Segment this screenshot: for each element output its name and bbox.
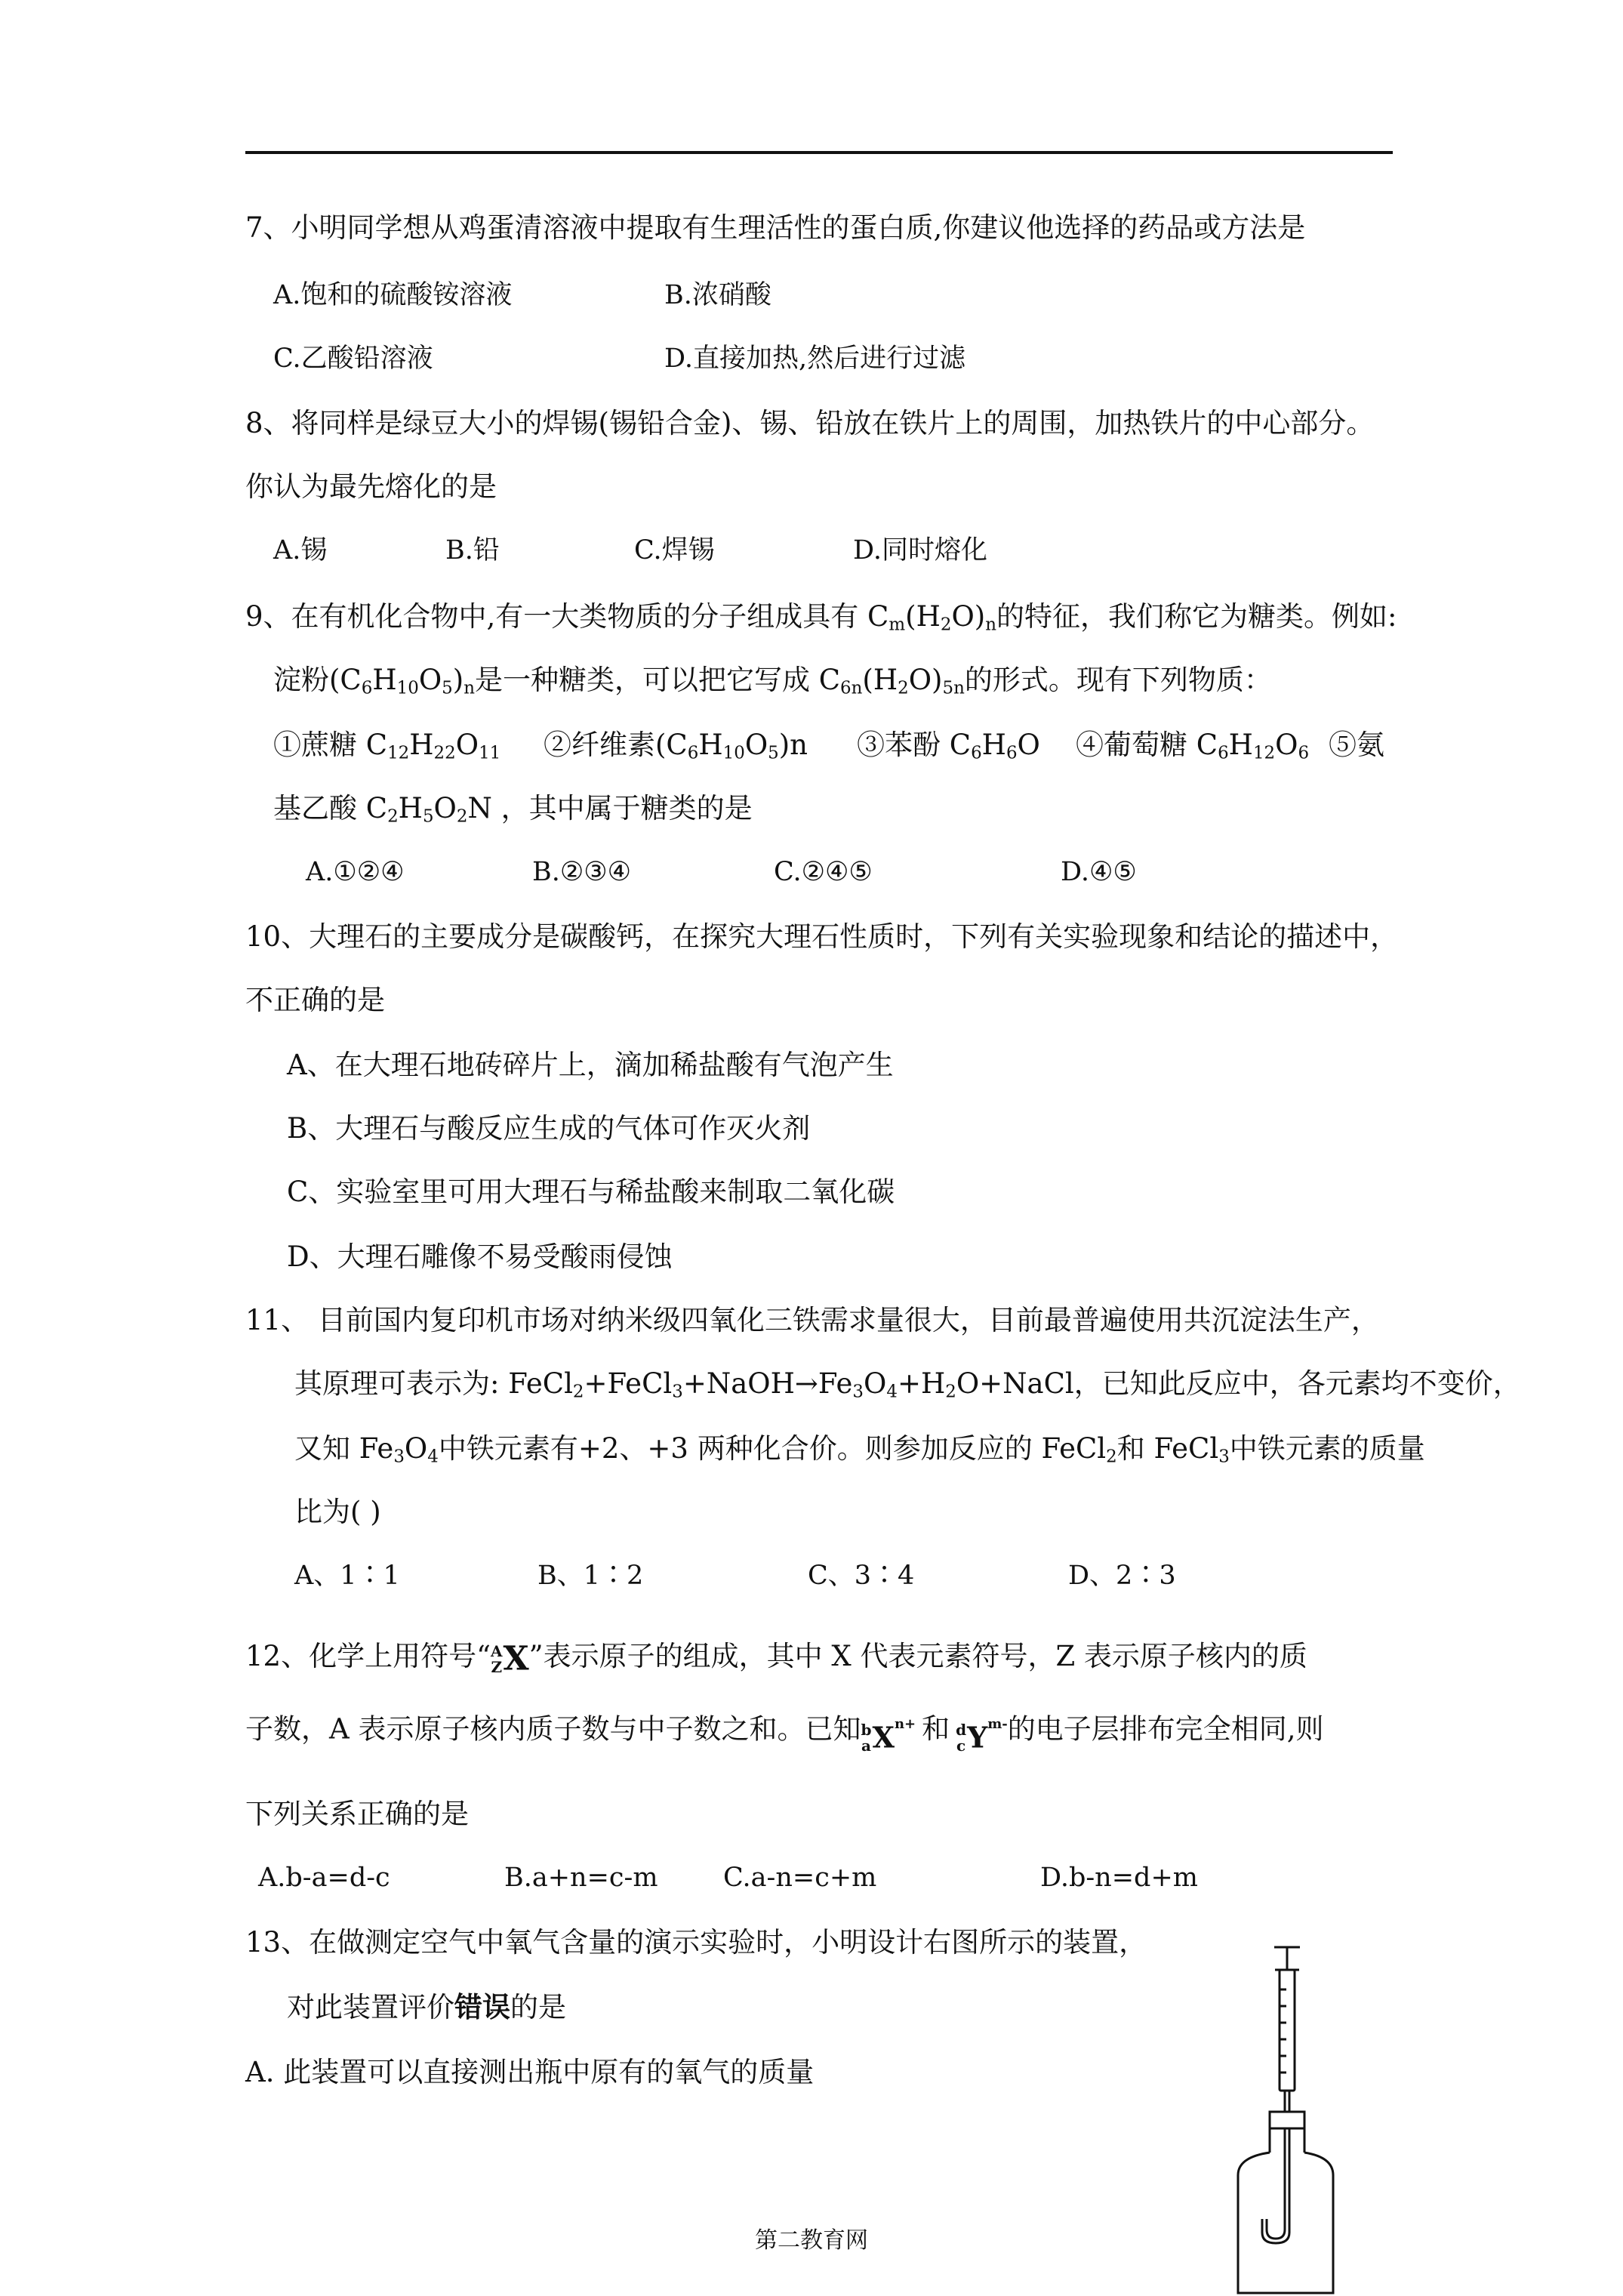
q7-option-c: C.乙酸铅溶液 xyxy=(273,344,433,374)
q11-option-a: A、1∶1 xyxy=(294,1561,400,1591)
q7-option-b: B.浓硝酸 xyxy=(664,280,771,310)
footer-site-name: 第二教育网 xyxy=(755,2227,868,2254)
q9-stem-line4: 基乙酸 $C_2H_5O_2N$ ，其中属于糖类的是 xyxy=(273,792,753,827)
q11-stem-line4: 比为( ) xyxy=(294,1496,381,1528)
q10-stem-line2: 不正确的是 xyxy=(245,984,385,1016)
q10-stem-line1: 10、大理石的主要成分是碳酸钙，在探究大理石性质时，下列有关实验现象和结论的描述中， xyxy=(245,920,1399,953)
q7-option-a: A.饱和的硫酸铵溶液 xyxy=(273,280,513,310)
q9-stem-line1: 9、在有机化合物中,有一大类物质的分子组成具有 $C_m(H_2O)_n$的特征，我们称它为糖类。例如: xyxy=(245,600,1397,635)
q13-stem-line2: 对此装置评价错误的是 xyxy=(287,1990,566,2023)
q9-option-c: C.②④⑤ xyxy=(774,857,873,887)
q11-stem-line1: 11、 目前国内复印机市场对纳米级四氧化三铁需求量很大，目前最普遍使用共沉淀法生产， xyxy=(245,1304,1379,1336)
q10-option-d: D、大理石雕像不易受酸雨侵蚀 xyxy=(287,1240,673,1273)
q11-option-c: C、3∶4 xyxy=(808,1561,915,1591)
q8-stem-line2: 你认为最先熔化的是 xyxy=(245,470,497,503)
q8-stem-line1: 8、将同样是绿豆大小的焊锡(锡铅合金)、锡、铅放在铁片上的周围，加热铁片的中心部分。 xyxy=(245,407,1375,439)
q12-option-c: C.a-n=c+m xyxy=(723,1863,877,1893)
q9-item-glycine-start: ⑤氨 xyxy=(1329,729,1384,761)
q13-stem-line1: 13、在做测定空气中氧气含量的演示实验时，小明设计右图所示的装置， xyxy=(245,1926,1147,1959)
q9-option-d: D.④⑤ xyxy=(1061,857,1137,887)
q13-option-a: A. 此装置可以直接测出瓶中原有的氧气的质量 xyxy=(245,2056,815,2088)
q12-option-d: D.b-n=d+m xyxy=(1040,1863,1198,1893)
q11-option-b: B、1∶2 xyxy=(537,1561,644,1591)
nuclide-symbol-azx: A ZX xyxy=(491,1639,529,1678)
q11-stem-line3: 又知 $Fe_3O_4$中铁元素有+2、+3 两种化合价。则参加反应的 FeCl$_2$和 FeCl$_3$中铁元素的质量 xyxy=(294,1432,1425,1467)
header-rule xyxy=(245,151,1393,154)
q12-option-b: B.a+n=c-m xyxy=(504,1863,658,1893)
q7-option-d: D.直接加热,然后进行过滤 xyxy=(664,344,966,374)
q9-stem-line2: 淀粉$(C_6H_{10}O_5)_n$是一种糖类，可以把它写成 $C_{6n}(H_2O)_{5n}$的形式。现有下列物质： xyxy=(273,664,1272,698)
syringe-bottle-apparatus xyxy=(1221,1937,1335,2296)
q9-option-a: A.①②④ xyxy=(306,857,405,887)
q8-option-b: B.铅 xyxy=(445,535,500,566)
q12-stem-line2: 子数，A 表示原子核内质子数与中子数之和。已知b $aX^{n+}$ 和 d $cY^{m-}$的电子层排布完全相同,则 xyxy=(245,1702,1324,1747)
q7-stem: 7、小明同学想从鸡蛋清溶液中提取有生理活性的蛋白质,你建议他选择的药品或方法是 xyxy=(245,211,1306,244)
q9-item-glucose: ④葡萄糖 $C_6H_{12}O_6$ xyxy=(1076,729,1310,763)
q10-option-b: B、大理石与酸反应生成的气体可作灭火剂 xyxy=(287,1112,811,1145)
q8-option-d: D.同时熔化 xyxy=(853,535,987,566)
q12-option-a: A.b-a=d-c xyxy=(258,1863,390,1893)
ion-symbol-y: d $cY^{m-}$ xyxy=(956,1716,1008,1755)
q12-stem-line1: 12、化学上用符号“A ZX”表示原子的组成，其中 X 代表元素符号，Z 表示原子核内的质 xyxy=(245,1634,1307,1679)
q11-option-d: D、2∶3 xyxy=(1068,1561,1176,1591)
emphasis-wrong: 错误 xyxy=(454,1990,510,2023)
q9-item-cellulose: ②纤维素$(C_6H_{10}O_5)n$ xyxy=(544,729,808,763)
q9-item-sucrose: ①蔗糖 $C_{12}H_{22}O_{11}$ xyxy=(273,729,501,763)
q12-stem-line3: 下列关系正确的是 xyxy=(245,1798,469,1830)
q9-option-b: B.②③④ xyxy=(532,857,631,887)
q10-option-a: A、在大理石地砖碎片上，滴加稀盐酸有气泡产生 xyxy=(287,1049,894,1081)
q8-option-c: C.焊锡 xyxy=(634,535,715,566)
q9-item-phenol: ③苯酚 $C_6H_6O$ xyxy=(857,729,1040,763)
ion-symbol-x: b $aX^{n+}$ xyxy=(861,1716,916,1755)
q8-option-a: A.锡 xyxy=(273,535,328,566)
q11-stem-line2: 其原理可表示为: $FeCl_2+FeCl_3+NaOH\to Fe_3O_4+H_2O+NaCl$，已知此反应中，各元素均不变价， xyxy=(294,1367,1521,1402)
q10-option-c: C、实验室里可用大理石与稀盐酸来制取二氧化碳 xyxy=(287,1176,895,1208)
